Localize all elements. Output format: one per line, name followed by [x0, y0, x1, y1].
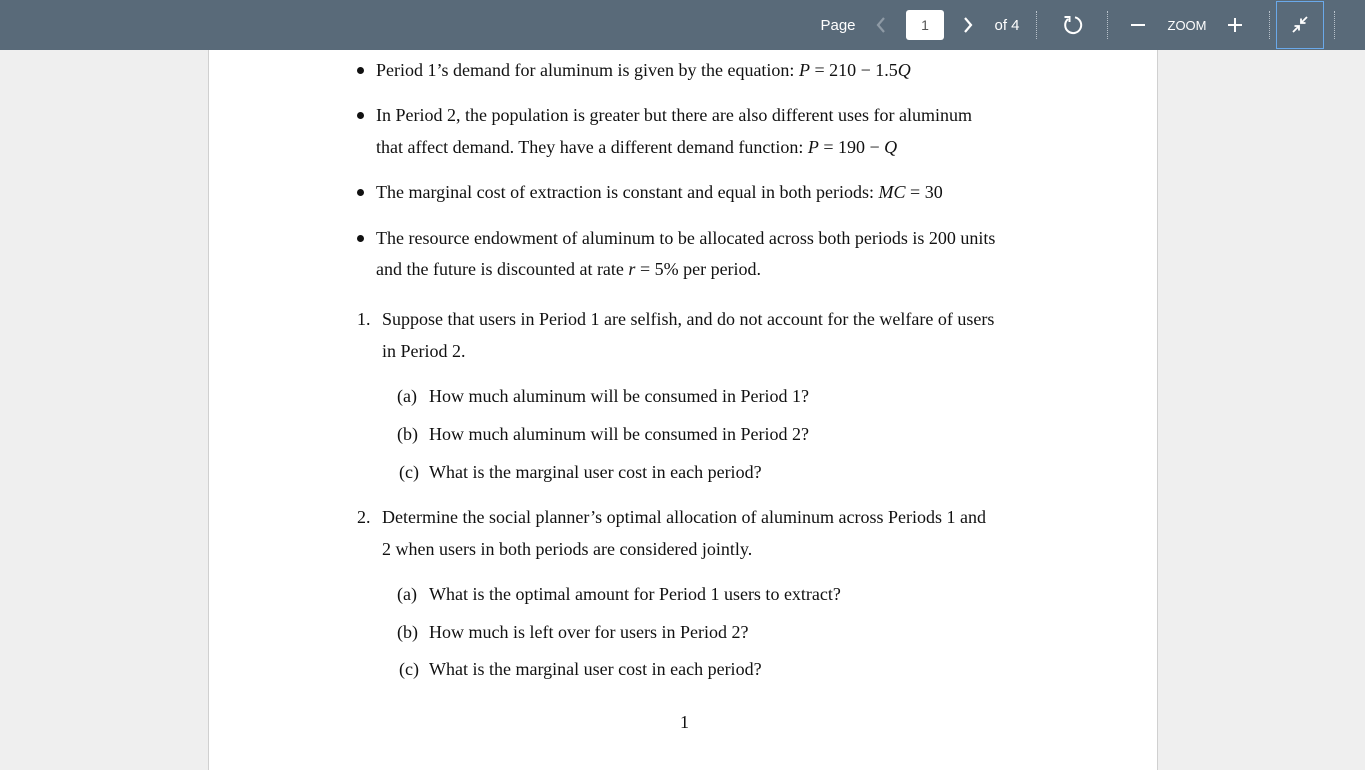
math-variable: Q [884, 137, 898, 157]
bullet-text: The marginal cost of extraction is constant and equal in both periods: [376, 182, 879, 202]
bullet-text: = 5% per period. [635, 259, 762, 279]
subquestion-label: (b) [397, 424, 418, 444]
page-number: 1 [680, 712, 689, 732]
next-page-button[interactable] [955, 0, 981, 50]
math-variable: P [798, 60, 810, 80]
toolbar-divider [1334, 11, 1335, 39]
bullet-text: = 30 [905, 182, 943, 202]
subquestion-text: What is the marginal user cost in each period? [429, 462, 762, 482]
previous-page-button[interactable] [868, 0, 894, 50]
zoom-in-button[interactable] [1221, 0, 1249, 50]
zoom-label: ZOOM [1167, 17, 1207, 33]
toolbar-divider [1269, 11, 1270, 39]
bullet-line [376, 59, 911, 81]
document-page [208, 50, 1158, 770]
question-text: in Period 2. [382, 341, 466, 361]
bullet-text: = 190 − [818, 137, 885, 157]
bullet-text: and the future is discounted at rate [376, 259, 629, 279]
bullet-line [376, 136, 897, 158]
rotate-button[interactable] [1058, 0, 1088, 50]
subquestion-label: (c) [399, 659, 419, 679]
page-label: Page [820, 16, 856, 34]
bullet-text: The resource endowment of aluminum to be allocated across both periods is 200 units [376, 228, 996, 248]
bullet-text: = 210 − 1.5 [809, 60, 898, 80]
bullet-text: Period 1’s demand for aluminum is given by the equation: [376, 60, 799, 80]
math-variable: r [628, 259, 636, 279]
toolbar-divider [1036, 11, 1037, 39]
math-variable: P [807, 137, 819, 157]
subquestion-label: (a) [397, 584, 417, 604]
question-number: 2. [357, 507, 371, 527]
subquestion-text: How much is left over for users in Period 2? [429, 622, 749, 642]
bullet-text: that affect demand. They have a different demand function: [376, 137, 808, 157]
question-number: 1. [357, 309, 371, 329]
subquestion-label: (c) [399, 462, 419, 482]
subquestion-label: (b) [397, 622, 418, 642]
bullet-marker [357, 67, 364, 74]
subquestion-text: What is the optimal amount for Period 1 users to extract? [429, 584, 841, 604]
subquestion-text: What is the marginal user cost in each period? [429, 659, 762, 679]
bullet-marker [357, 189, 364, 196]
exit-fullscreen-icon [1289, 14, 1311, 36]
page-count-label: of 4 [994, 16, 1020, 34]
bullet-line [376, 227, 995, 249]
question-text: 2 when users in both periods are considered jointly. [382, 539, 753, 559]
pdf-toolbar [0, 0, 1365, 50]
math-variable: MC [878, 182, 906, 202]
toolbar-divider [1107, 11, 1108, 39]
subquestion-label: (a) [397, 386, 417, 406]
bullet-line [376, 258, 761, 280]
subquestion-text: How much aluminum will be consumed in Period 1? [429, 386, 809, 406]
rotate-icon [1062, 14, 1084, 36]
bullet-marker [357, 112, 364, 119]
page-number-input[interactable] [906, 10, 944, 40]
chevron-left-icon [874, 15, 888, 35]
question-text: Determine the social planner’s optimal allocation of aluminum across Periods 1 and [382, 507, 987, 527]
exit-fullscreen-button[interactable] [1276, 1, 1324, 49]
chevron-right-icon [961, 15, 975, 35]
question-text: Suppose that users in Period 1 are selfish, and do not account for the welfare of users [382, 309, 995, 329]
subquestion-text: How much aluminum will be consumed in Period 2? [429, 424, 809, 444]
bullet-marker [357, 235, 364, 242]
minus-icon [1129, 16, 1147, 34]
zoom-out-button[interactable] [1124, 0, 1152, 50]
bullet-text: In Period 2, the population is greater but there are also different uses for aluminum [376, 105, 972, 125]
math-variable: Q [897, 60, 911, 80]
bullet-line [376, 104, 972, 126]
bullet-line [376, 181, 943, 203]
plus-icon [1226, 16, 1244, 34]
